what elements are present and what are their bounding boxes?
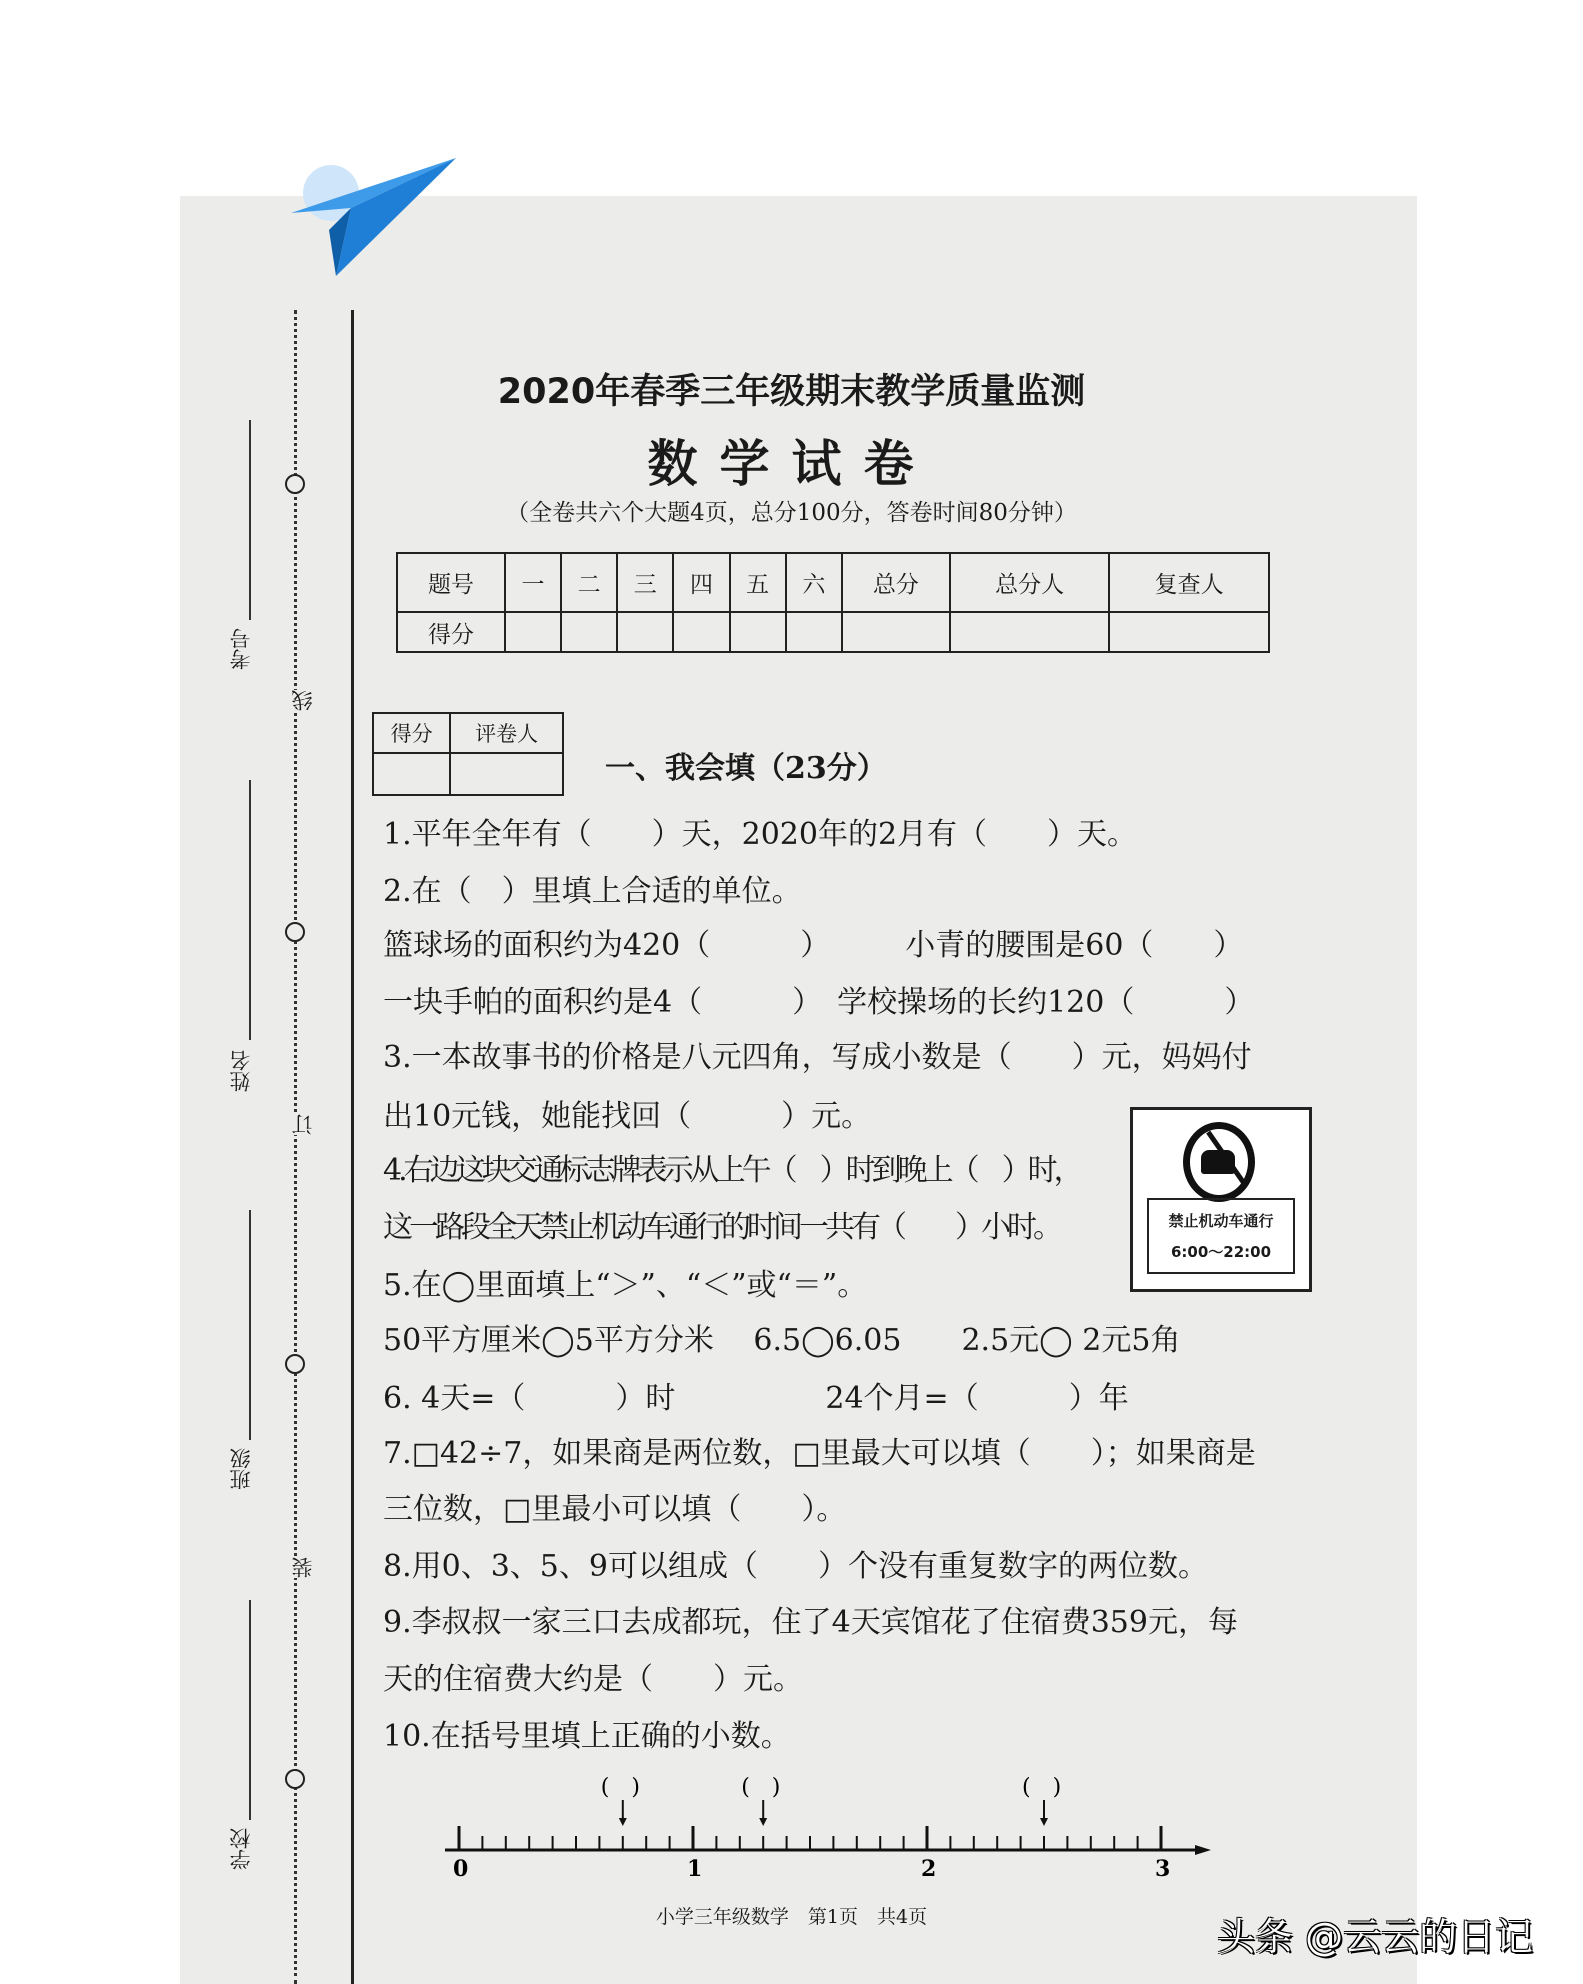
score-cell[interactable] bbox=[505, 612, 561, 652]
score-cell[interactable] bbox=[617, 612, 673, 652]
header-cell: 四 bbox=[673, 553, 729, 612]
score-table bbox=[396, 552, 1270, 653]
grader-box bbox=[372, 712, 564, 796]
sign-text: 禁止机动车通行 bbox=[1168, 1212, 1274, 1230]
question-line: 2.在（ ）里填上合适的单位。 bbox=[383, 874, 802, 909]
header-cell: 得分 bbox=[373, 713, 450, 753]
binding-hole bbox=[285, 1354, 305, 1374]
exam-title: 2020年春季三年级期末教学质量监测 bbox=[497, 372, 1086, 412]
page-footer: 小学三年级数学 第1页 共4页 bbox=[655, 1906, 928, 1928]
sign-plate bbox=[1147, 1198, 1295, 1274]
question-line: 10.在括号里填上正确的小数。 bbox=[383, 1719, 791, 1754]
label-name: 姓名 bbox=[229, 1050, 253, 1092]
watermark: 头条 @云云的日记 bbox=[1217, 1915, 1534, 1959]
score-cell[interactable] bbox=[561, 612, 617, 652]
header-cell: 一 bbox=[505, 553, 561, 612]
axis-arrow bbox=[1195, 1845, 1211, 1855]
pointer-arrowhead bbox=[759, 1818, 767, 1826]
answer-blank: ( ) bbox=[1022, 1775, 1062, 1800]
binding-hole bbox=[285, 1769, 305, 1789]
traffic-sign bbox=[1130, 1107, 1312, 1292]
question-line: 这一路段全天禁止机动车通行的时间一共有（ ）小时。 bbox=[383, 1210, 1059, 1245]
number-line bbox=[440, 1770, 1220, 1880]
score-cell[interactable] bbox=[786, 612, 842, 652]
question-line: 篮球场的面积约为420（ ） 小青的腰围是60（ ） bbox=[383, 928, 1244, 963]
question-line: 4.右边这块交通标志牌表示从上午（ ）时到晚上（ ）时， bbox=[383, 1153, 1080, 1188]
header-cell: 五 bbox=[730, 553, 786, 612]
question-line: 7.□42÷7，如果商是两位数，□里最大可以填（ ）；如果商是 bbox=[383, 1436, 1256, 1471]
question-line: 8.用0、3、5、9可以组成（ ）个没有重复数字的两位数。 bbox=[383, 1549, 1208, 1584]
question-line: 一块手帕的面积约是4（ ） 学校操场的长约120（ ） bbox=[383, 985, 1255, 1020]
question-line: 50平方厘米◯5平方分米 6.5◯6.05 2.5元◯ 2元5角 bbox=[383, 1323, 1181, 1358]
mark-staple: 装 bbox=[288, 1557, 318, 1578]
header-cell: 二 bbox=[561, 553, 617, 612]
question-line: 3.一本故事书的价格是八元四角，写成小数是（ ）元，妈妈付 bbox=[383, 1040, 1252, 1075]
exam-note: （全卷共六个大题4页，总分100分，答卷时间80分钟） bbox=[506, 500, 1077, 526]
label-class: 班级 bbox=[229, 1448, 253, 1490]
binding-line bbox=[351, 310, 354, 1984]
pointer-arrowhead bbox=[619, 1818, 627, 1826]
question-line: 9.李叔叔一家三口去成都玩，住了4天宾馆花了住宿费359元，每 bbox=[383, 1605, 1238, 1640]
question-line: 天的住宿费大约是（ ）元。 bbox=[383, 1662, 803, 1697]
class-field[interactable] bbox=[249, 1210, 251, 1440]
score-cell[interactable] bbox=[673, 612, 729, 652]
header-cell: 六 bbox=[786, 553, 842, 612]
tick-label: 0 bbox=[453, 1856, 469, 1880]
mark-line: 线 bbox=[288, 690, 318, 711]
mark-bind: 订 bbox=[288, 1114, 318, 1135]
score-cell[interactable] bbox=[1109, 612, 1269, 652]
tick-label: 1 bbox=[687, 1856, 703, 1880]
question-line: 6. 4天=（ ）时 24个月=（ ）年 bbox=[383, 1381, 1129, 1416]
school-field[interactable] bbox=[249, 1600, 251, 1820]
header-cell: 评卷人 bbox=[450, 713, 563, 753]
label-exam-number: 考号 bbox=[229, 628, 253, 670]
question-line: 1.平年全年有（ ）天，2020年的2月有（ ）天。 bbox=[383, 817, 1138, 852]
question-line: 三位数，□里最小可以填（ ）。 bbox=[383, 1492, 847, 1527]
binding-hole bbox=[285, 922, 305, 942]
grader-cell[interactable] bbox=[450, 753, 563, 795]
pointer-arrowhead bbox=[1040, 1818, 1048, 1826]
paper-plane-logo bbox=[291, 158, 456, 278]
score-cell[interactable] bbox=[950, 612, 1110, 652]
binding-dotted-line bbox=[294, 310, 297, 1984]
question-line: 5.在◯里面填上“＞”、“＜”或“＝”。 bbox=[383, 1268, 868, 1303]
header-cell: 总分人 bbox=[950, 553, 1110, 612]
subject-title: 数学试卷 bbox=[647, 435, 936, 493]
score-cell[interactable] bbox=[842, 612, 950, 652]
score-cell[interactable] bbox=[730, 612, 786, 652]
question-line: 出10元钱，她能找回（ ）元。 bbox=[383, 1099, 872, 1134]
section-title: 一、我会填（23分） bbox=[605, 751, 887, 786]
tick-label: 2 bbox=[921, 1856, 937, 1880]
sign-time: 6:00～22:00 bbox=[1170, 1243, 1272, 1261]
tick-label: 3 bbox=[1155, 1856, 1171, 1880]
header-cell: 三 bbox=[617, 553, 673, 612]
answer-blank: ( ) bbox=[600, 1775, 640, 1800]
row-label: 得分 bbox=[397, 612, 505, 652]
header-cell: 题号 bbox=[397, 553, 505, 612]
score-cell[interactable] bbox=[373, 753, 450, 795]
header-cell: 复查人 bbox=[1109, 553, 1269, 612]
name-field[interactable] bbox=[249, 780, 251, 1040]
answer-blank: ( ) bbox=[741, 1775, 781, 1800]
header-cell: 总分 bbox=[842, 553, 950, 612]
label-school: 学校 bbox=[229, 1828, 253, 1870]
